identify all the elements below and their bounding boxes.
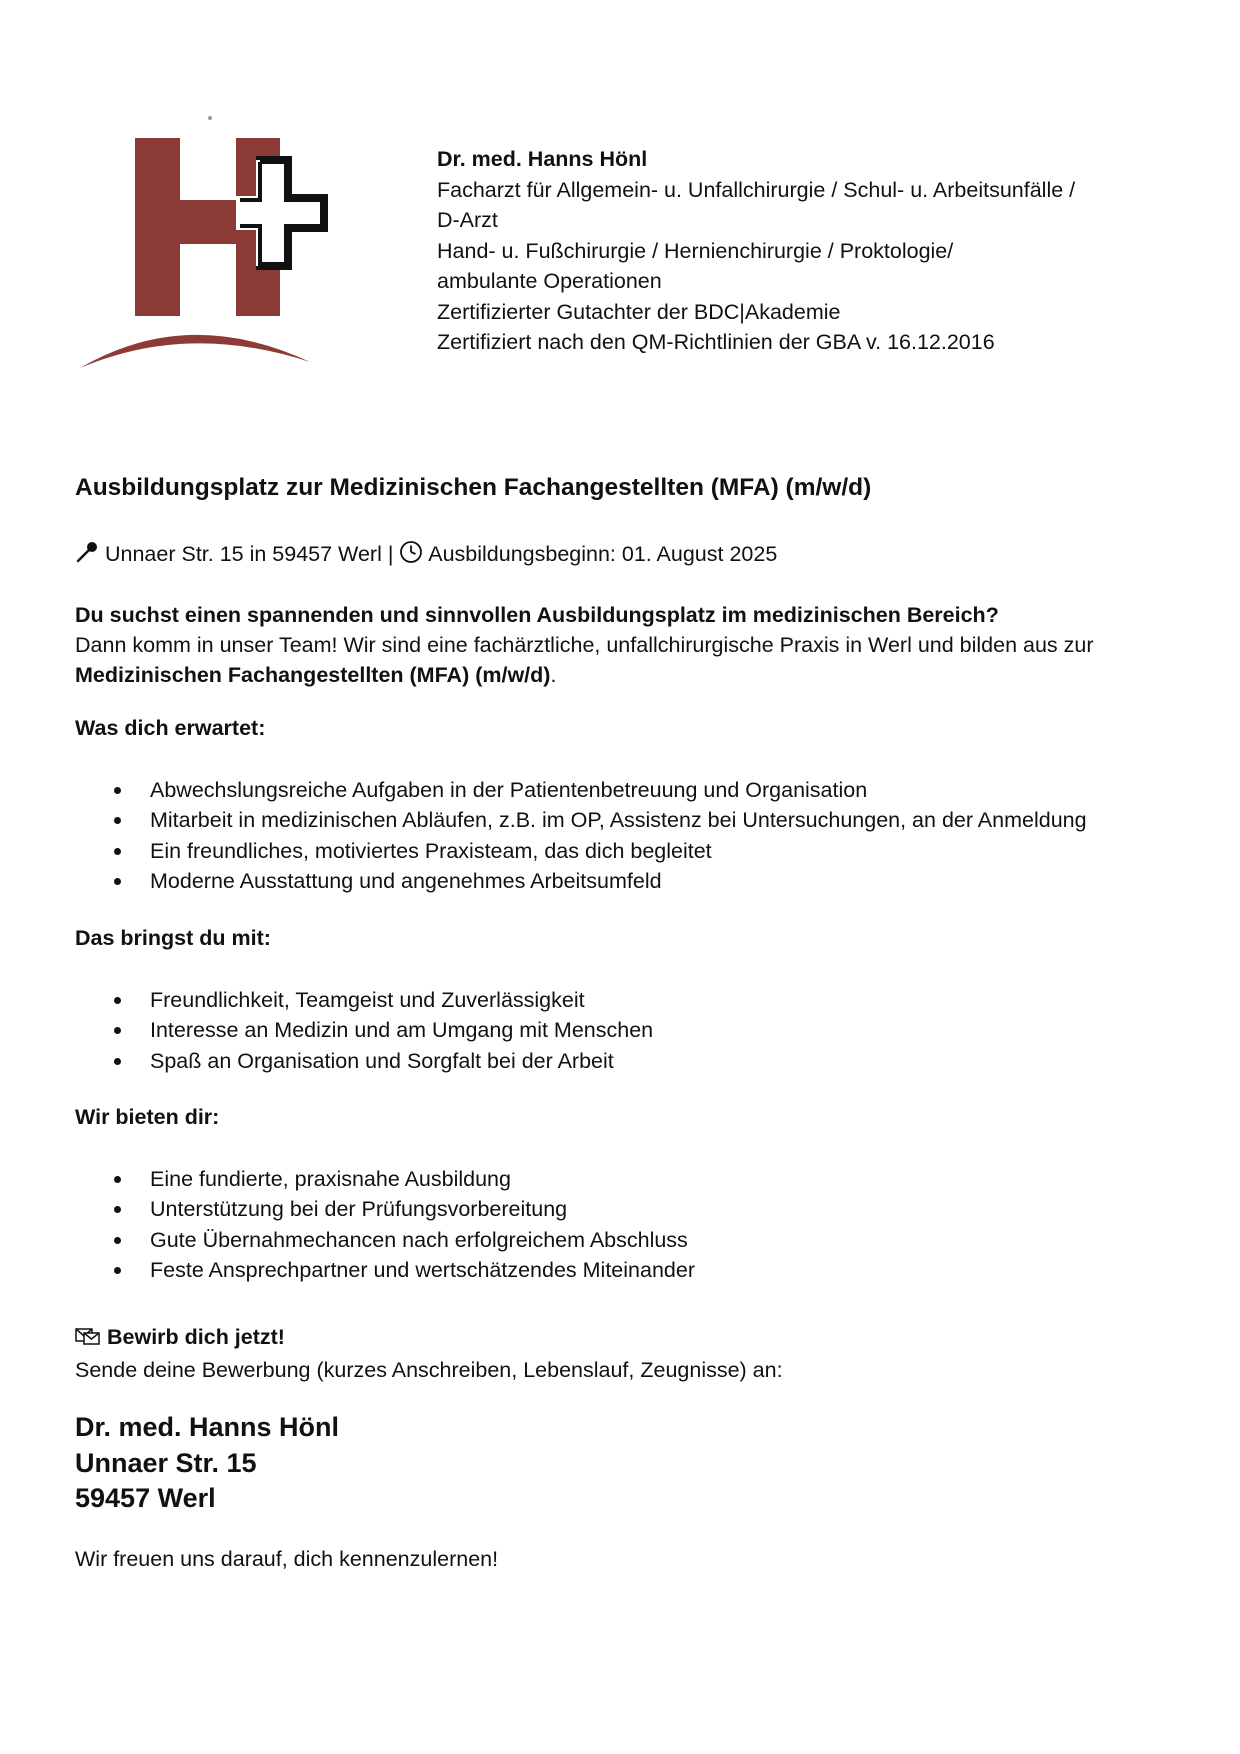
address-street: Unnaer Str. 15	[75, 1447, 257, 1478]
section-heading-offer: Wir bieten dir:	[75, 1105, 220, 1129]
list-item: Unterstützung bei der Prüfungsvorbereitung	[75, 1194, 695, 1224]
job-location: Unnaer Str. 15 in 59457 Werl	[104, 542, 382, 566]
closing-text: Wir freuen uns darauf, dich kennenzulernen!	[75, 1547, 499, 1571]
section-heading-bring: Das bringst du mit:	[75, 926, 271, 950]
logo-dot	[208, 116, 212, 120]
logo-arc	[80, 335, 310, 368]
list-item: Feste Ansprechpartner und wertschätzendes Miteinander	[75, 1255, 695, 1285]
envelope-icon	[75, 1324, 101, 1355]
section-heading-expect: Was dich erwartet:	[75, 716, 266, 740]
contact-address	[75, 1410, 339, 1517]
list-item: Mitarbeit in medizinischen Abläufen, z.B. im OP, Assistenz bei Untersuchungen, an der Anmeldung	[75, 805, 1087, 835]
intro-end: .	[550, 663, 557, 687]
job-title: Ausbildungsplatz zur Medizinischen Fachangestellten (MFA) (m/w/d)	[75, 474, 872, 501]
job-meta	[75, 540, 777, 570]
apply-block	[75, 1322, 783, 1385]
letterhead-line: Facharzt für Allgemein- u. Unfallchirurgie / Schul- u. Arbeitsunfälle /	[437, 177, 1076, 202]
address-city: 59457 Werl	[75, 1483, 216, 1513]
clock-icon	[399, 540, 423, 570]
apply-heading-line	[75, 1322, 783, 1355]
list-bring	[75, 985, 653, 1076]
list-item: Ein freundliches, motiviertes Praxisteam, das dich begleitet	[75, 836, 1087, 866]
list-expect	[75, 775, 1087, 896]
apply-text: Sende deine Bewerbung (kurzes Anschreiben, Lebenslauf, Zeugnisse) an:	[75, 1357, 783, 1382]
list-item: Spaß an Organisation und Sorgfalt bei der Arbeit	[75, 1046, 653, 1076]
letterhead-line: Zertifiziert nach den QM-Richtlinien der GBA v. 16.12.2016	[437, 330, 995, 354]
practice-logo	[78, 100, 358, 390]
intro-sentence: Dann komm in unser Team! Wir sind eine fachärztliche, unfallchirurgische Praxis in Werl und bilden aus zur	[75, 633, 1094, 657]
list-offer	[75, 1164, 695, 1285]
letterhead-line: D-Arzt	[437, 208, 498, 232]
letterhead-line: Hand- u. Fußchirurgie / Hernienchirurgie / Proktologie/	[437, 238, 954, 263]
list-item: Interesse an Medizin und am Umgang mit Menschen	[75, 1015, 653, 1045]
job-start: Ausbildungsbeginn: 01. August 2025	[428, 542, 778, 566]
letterhead	[437, 144, 1157, 358]
address-name: Dr. med. Hanns Hönl	[75, 1412, 340, 1442]
intro-paragraph	[75, 600, 1185, 690]
list-item: Abwechslungsreiche Aufgaben in der Patientenbetreuung und Organisation	[75, 775, 1087, 805]
pin-icon	[75, 540, 99, 570]
list-item: Eine fundierte, praxisnahe Ausbildung	[75, 1164, 695, 1194]
intro-text	[75, 630, 1185, 690]
list-item: Freundlichkeit, Teamgeist und Zuverlässigkeit	[75, 985, 653, 1015]
meta-separator: |	[387, 542, 394, 566]
apply-heading: Bewirb dich jetzt!	[106, 1325, 285, 1349]
letterhead-line: ambulante Operationen	[437, 269, 662, 293]
letterhead-line: Zertifizierter Gutachter der BDC|Akademie	[437, 299, 841, 324]
intro-profession: Medizinischen Fachangestellten (MFA) (m/w/d)	[75, 663, 551, 687]
letterhead-name: Dr. med. Hanns Hönl	[437, 147, 648, 171]
intro-question: Du suchst einen spannenden und sinnvollen Ausbildungsplatz im medizinischen Bereich?	[75, 603, 999, 627]
list-item: Gute Übernahmechancen nach erfolgreichem Abschluss	[75, 1225, 695, 1255]
list-item: Moderne Ausstattung und angenehmes Arbeitsumfeld	[75, 866, 1087, 896]
